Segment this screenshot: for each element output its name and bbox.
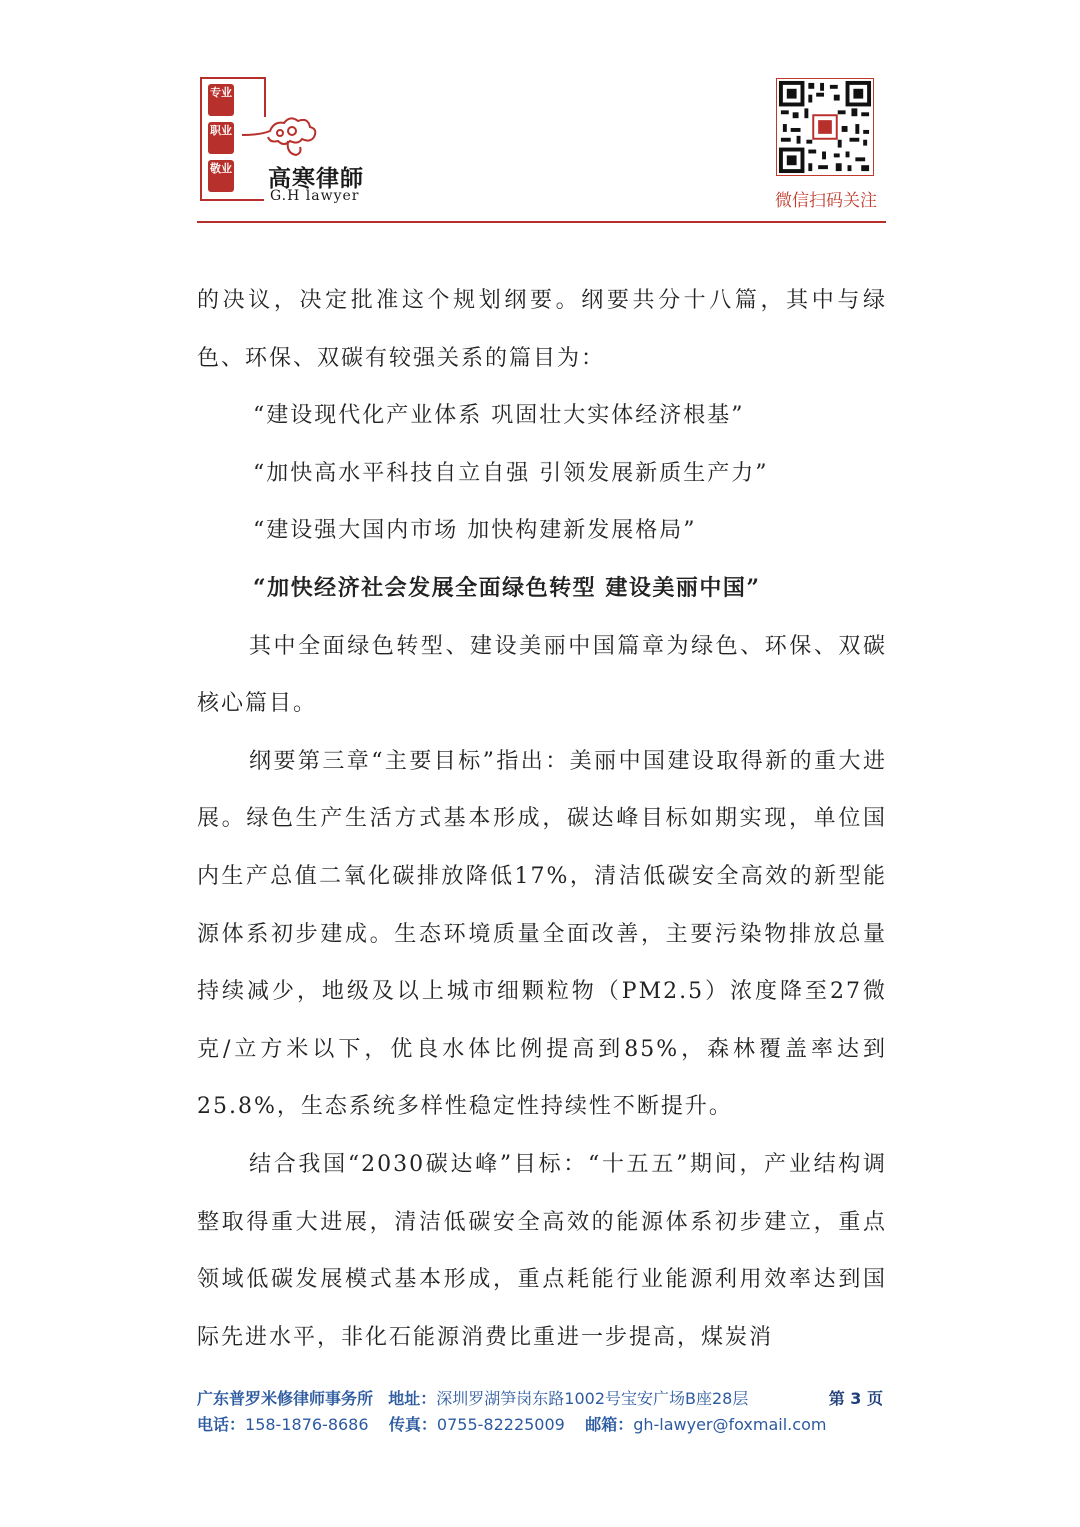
page-footer	[197, 1386, 887, 1438]
qr-caption: 微信扫码关注	[775, 191, 877, 211]
address: 深圳罗湖笋岗东路1002号宝安广场B座28层	[436, 1389, 749, 1408]
chapter-title-quote: “加快高水平科技自立自强 引领发展新质生产力”	[253, 460, 769, 486]
logo-seal-zhiye: 职业	[208, 122, 234, 154]
fax-label: 传真：	[388, 1415, 437, 1434]
page-number: 第 3 页	[828, 1389, 883, 1408]
logo-frame-right	[264, 77, 266, 117]
body-paragraph: 纲要第三章“主要目标”指出：美丽中国建设取得新的重大进展。绿色生产生活方式基本形成，碳达峰目标如期实现，单位国内生产总值二氧化碳排放降低17%，清洁低碳安全高效的新型能源体系初步建成。生态环境质量全面改善，主要污染物排放总量持续减少，地级及以上城市细颗粒物（PM2.5）浓度降至27微克/立方米以下，优良水体比例提高到85%，森林覆盖率达到25.8%，生态系统多样性稳定性持续性不断提升。	[197, 748, 887, 1120]
body-paragraph: 其中全面绿色转型、建设美丽中国篇章为绿色、环保、双碳核心篇目。	[197, 633, 887, 717]
body-paragraph: 的决议，决定批准这个规划纲要。纲要共分十八篇，其中与绿色、环保、双碳有较强关系的篇目为：	[197, 288, 887, 371]
logo-seal-jingye: 敬业	[208, 160, 234, 192]
phone: 158-1876-8686	[245, 1415, 369, 1434]
firm-name: 广东普罗米修律师事务所	[197, 1389, 374, 1408]
email: gh-lawyer@foxmail.com	[633, 1415, 827, 1434]
phone-label: 电话：	[197, 1415, 246, 1434]
footer-line-1	[197, 1386, 887, 1412]
footer-line-2	[197, 1412, 887, 1438]
fax: 0755-82225009	[436, 1415, 565, 1434]
logo-name: 高寒律師	[268, 165, 364, 192]
logo-subtitle: G.H lawyer	[270, 188, 360, 204]
qr-code-icon	[776, 78, 874, 176]
logo-seal-zhuanye: 专业	[208, 84, 234, 116]
address-label: 地址：	[388, 1389, 437, 1408]
header-divider	[197, 221, 886, 223]
chapter-title-quote: “建设现代化产业体系 巩固壮大实体经济根基”	[253, 403, 745, 429]
email-label: 邮箱：	[585, 1415, 634, 1434]
page-header	[0, 0, 1080, 230]
body-paragraph: 结合我国“2030碳达峰”目标：“十五五”期间，产业结构调整取得重大进展，清洁低碳安全高效的能源体系初步建立，重点领域低碳发展模式基本形成，重点耗能行业能源利用效率达到国际先进水平，非化石能源消费比重进一步提高，煤炭消	[197, 1151, 887, 1350]
document-body	[197, 272, 887, 1366]
chapter-title-quote-bold: “加快经济社会发展全面绿色转型 建设美丽中国”	[253, 574, 761, 601]
chapter-title-quote: “建设强大国内市场 加快构建新发展格局”	[253, 518, 697, 544]
cloud-ornament-icon	[240, 113, 320, 163]
